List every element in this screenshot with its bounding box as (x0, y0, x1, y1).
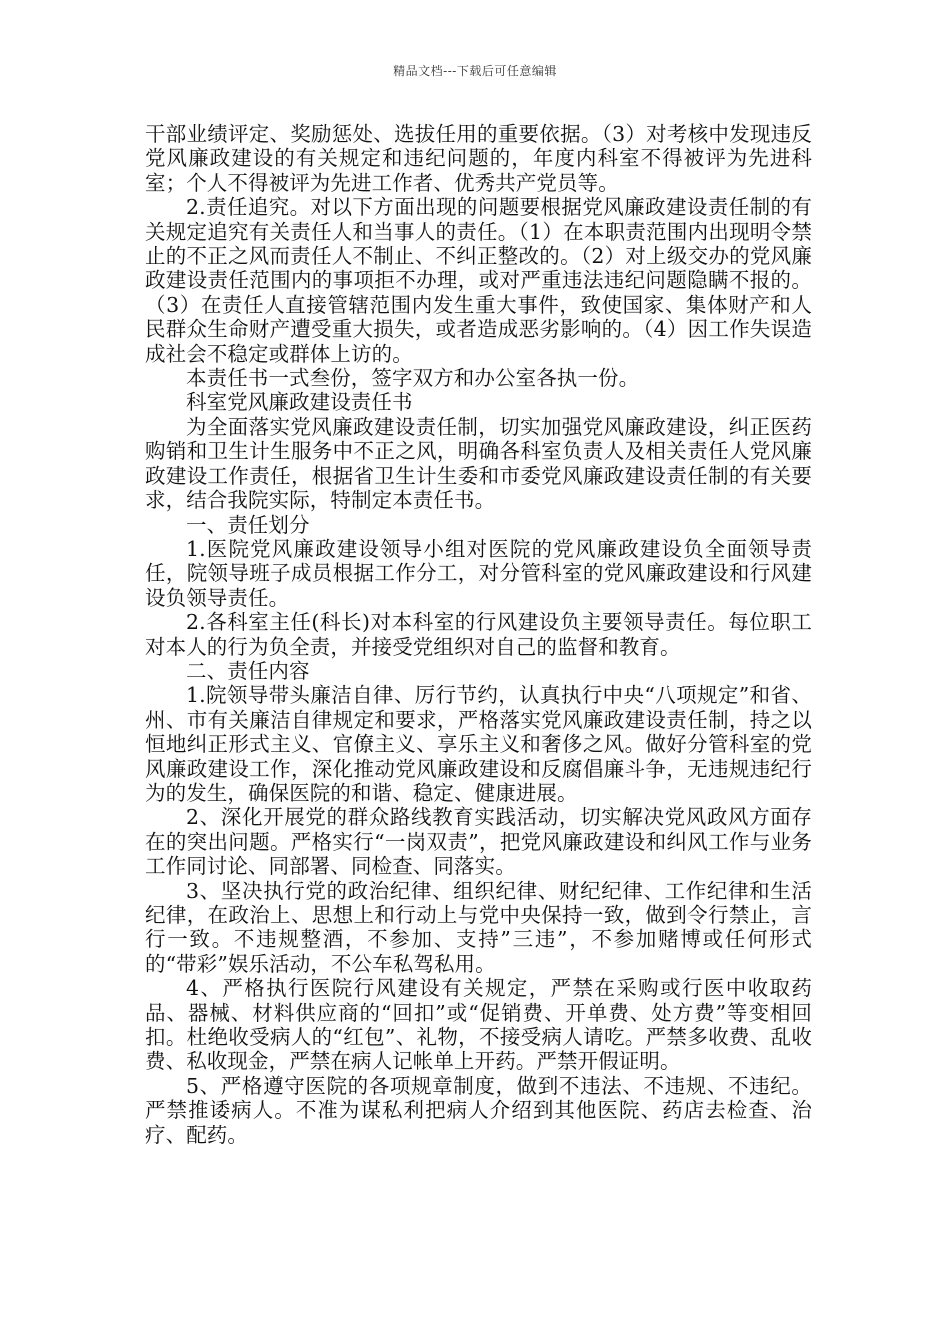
section-heading: 二、责任内容 (186, 658, 310, 683)
paragraph: 4、严格执行医院行风建设有关规定，严禁在采购或行医中收取药品、器械、材料供应商的“回扣”或“促销费、开单费、处方费”等变相回扣。杜绝收受病人的“红包”、礼物，不接受病人请吃。严禁多收费、乱收费、私收现金，严禁在病人记帐单上开药。严禁开假证明。 (145, 976, 812, 1074)
paragraph: 1.院领导带头廉洁自律、厉行节约，认真执行中央“八项规定”和省、州、市有关廉洁自律规定和要求，严格落实党风廉政建设责任制，持之以恒地纠正形式主义、官僚主义、享乐主义和奢侈之风。做好分管科室的党风廉政建设工作，深化推动党风廉政建设和反腐倡廉斗争，无违规违纪行为的发生，确保医院的和谐、稳定、健康进展。 (145, 683, 812, 805)
paragraph: 干部业绩评定、奖励惩处、选拔任用的重要依据。（3）对考核中发现违反党风廉政建设的有关规定和违纪问题的，年度内科室不得被评为先进科室；个人不得被评为先进工作者、优秀共产党员等。 (145, 122, 812, 195)
section-heading: 一、责任划分 (186, 512, 310, 537)
paragraph: 本责任书一式叁份，签字双方和办公室各执一份。 (186, 366, 640, 391)
section-title: 科室党风廉政建设责任书 (186, 390, 413, 415)
page-header: 精品文档---下载后可任意编辑 (393, 64, 557, 78)
paragraph: 为全面落实党风廉政建设责任制，切实加强党风廉政建设，纠正医药购销和卫生计生服务中不正之风，明确各科室负责人及相关责任人党风廉政建设工作责任，根据省卫生计生委和市委党风廉政建设责任制的有关要求，结合我院实际，特制定本责任书。 (145, 414, 812, 513)
document-body (145, 122, 812, 1147)
paragraph: 2、深化开展党的群众路线教育实践活动，切实解决党风政风方面存在的突出问题。严格实行“一岗双责”，把党风廉政建设和纠风工作与业务工作同讨论、同部署、同检查、同落实。 (145, 805, 812, 879)
paragraph: 2.各科室主任(科长)对本科室的行风建设负主要领导责任。每位职工对本人的行为负全责，并接受党组织对自己的监督和教育。 (145, 610, 812, 659)
paragraph: 1.医院党风廉政建设领导小组对医院的党风廉政建设负全面领导责任，院领导班子成员根据工作分工，对分管科室的党风廉政建设和行风建设负领导责任。 (145, 536, 812, 610)
paragraph: 3、坚决执行党的政治纪律、组织纪律、财纪纪律、工作纪律和生活纪律，在政治上、思想上和行动上与党中央保持一致，做到令行禁止，言行一致。不违规整酒，不参加、支持”三违”，不参加赌博或任何形式的“带彩”娱乐活动，不公车私驾私用。 (145, 878, 812, 976)
paragraph: 2.责任追究。对以下方面出现的问题要根据党风廉政建设责任制的有关规定追究有关责任人和当事人的责任。（1）在本职责范围内出现明令禁止的不正之风而责任人不制止、不纠正整改的。（2）对上级交办的党风廉政建设责任范围内的事项拒不办理，或对严重违法违纪问题隐瞒不报的。（3）在责任人直接管辖范围内发生重大事件，致使国家、集体财产和人民群众生命财产遭受重大损失，或者造成恶劣影响的。（4）因工作失误造成社会不稳定或群体上访的。 (145, 195, 812, 366)
paragraph: 5、严格遵守医院的各项规章制度，做到不违法、不违规、不违纪。严禁推诿病人。不准为谋私利把病人介绍到其他医院、药店去检查、治疗、配药。 (145, 1073, 812, 1147)
